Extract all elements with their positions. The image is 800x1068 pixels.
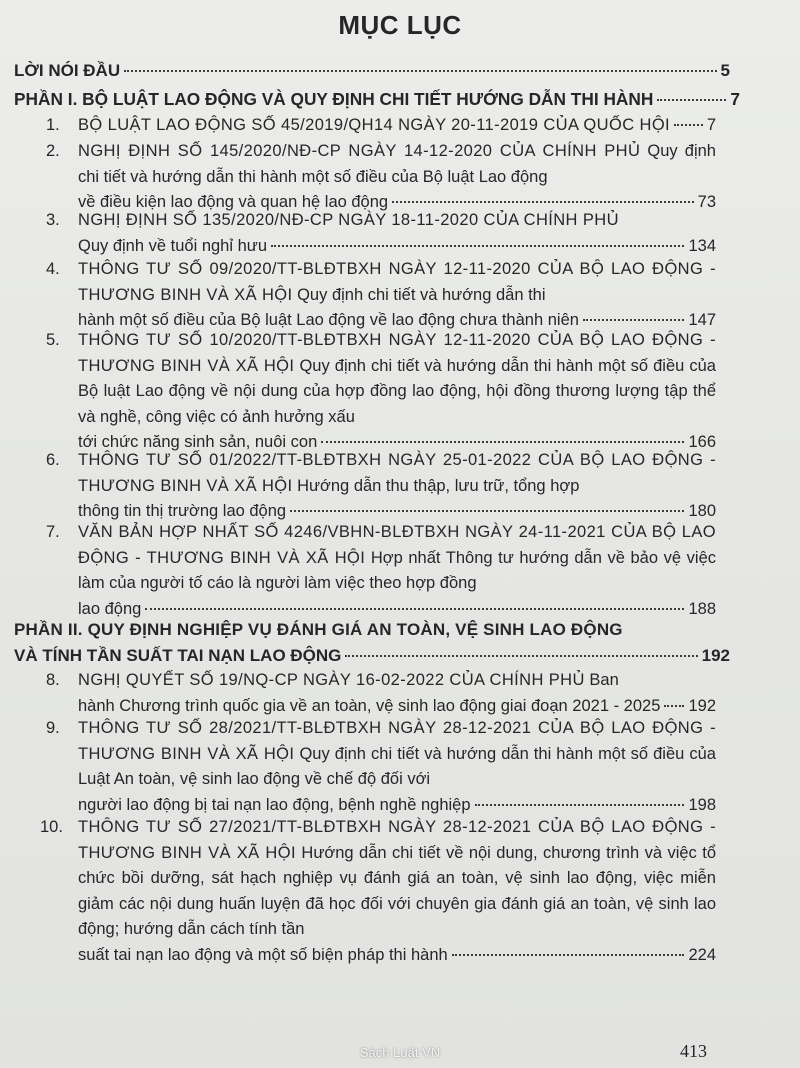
toc-item-number: 5. xyxy=(46,331,60,349)
toc-item-description: Ban xyxy=(589,671,619,689)
toc-entry-part-2[interactable] xyxy=(14,617,730,668)
toc-line xyxy=(14,643,730,669)
toc-item-description-end: về điều kiện lao động và quan hệ lao động xyxy=(78,193,389,211)
toc-item-number: 4. xyxy=(46,260,60,278)
toc-item-number: 2. xyxy=(46,142,60,160)
toc-page-number: 5 xyxy=(720,61,730,80)
dot-leader xyxy=(664,705,684,707)
toc-part-heading-end: VÀ TÍNH TẦN SUẤT TAI NẠN LAO ĐỘNG xyxy=(14,645,342,665)
toc-item[interactable] xyxy=(48,257,716,334)
toc-item-heading: THÔNG TƯ SỐ 10/2020/TT-BLĐTBXH NGÀY 12-11-2020 CỦA BỘ LAO ĐỘNG - THƯƠNG BINH VÀ XÃ HỘI xyxy=(78,331,716,375)
page-number: 413 xyxy=(680,1041,707,1061)
toc-item-heading: THÔNG TƯ SỐ 28/2021/TT-BLĐTBXH NGÀY 28-12-2021 CỦA BỘ LAO ĐỘNG - THƯƠNG BINH VÀ XÃ HỘI xyxy=(78,719,716,763)
toc-entry-part-1[interactable] xyxy=(14,87,740,113)
toc-item-description: Quy định chi tiết và hướng dẫn thi hành một số điều của Bộ luật Lao động về nội dung của hợp đồng lao động, hội đồng thương lượng tập thể và nghề, công việc có ảnh hưởng xấu xyxy=(78,356,716,426)
toc-item-description-end: người lao động bị tai nạn lao động, bệnh nghề nghiệp xyxy=(78,795,471,814)
toc-item-description-end: suất tai nạn lao động và một số biện pháp thi hành xyxy=(78,945,448,964)
toc-item-heading: THÔNG TƯ SỐ 27/2021/TT-BLĐTBXH NGÀY 28-12-2021 CỦA BỘ LAO ĐỘNG - THƯƠNG BINH VÀ XÃ HỘI xyxy=(78,818,716,862)
dot-leader xyxy=(271,245,684,247)
toc-page-number: 7 xyxy=(706,116,716,134)
toc-item-number: 3. xyxy=(46,211,60,229)
toc-item-description-end: hành một số điều của Bộ luật Lao động về lao động chưa thành niên xyxy=(78,311,579,329)
toc-page-number: 166 xyxy=(688,433,716,451)
toc-page-number: 147 xyxy=(688,311,716,329)
toc-item[interactable] xyxy=(48,208,716,259)
toc-page-number: 224 xyxy=(688,945,716,964)
toc-page-number: 192 xyxy=(688,696,716,715)
toc-item-number: 1. xyxy=(46,116,60,134)
toc-entry-label: LỜI NÓI ĐẦU xyxy=(14,61,121,80)
toc-line xyxy=(78,113,716,139)
toc-item[interactable] xyxy=(48,328,716,456)
toc-item-description: Hợp nhất Thông tư hướng dẫn về bảo vệ việc làm của người tố cáo là người làm việc theo hợp đồng xyxy=(78,548,716,592)
dot-leader xyxy=(674,124,703,126)
dot-leader xyxy=(392,201,694,203)
toc-item-number: 9. xyxy=(46,719,60,737)
toc-page-number: 192 xyxy=(701,645,730,665)
toc-item-number: 8. xyxy=(46,671,60,689)
toc-item-description-end: thông tin thị trường lao động xyxy=(78,502,287,520)
toc-item-description-end: hành Chương trình quốc gia về an toàn, vệ sinh lao động giai đoạn 2021 - 2025 xyxy=(78,696,661,715)
dot-leader xyxy=(452,954,685,956)
toc-item[interactable] xyxy=(48,139,716,216)
toc-page-number: 198 xyxy=(688,795,716,814)
toc-entry-label: PHẦN I. BỘ LUẬT LAO ĐỘNG VÀ QUY ĐỊNH CHI TIẾT HƯỚNG DẪN THI HÀNH xyxy=(14,89,654,109)
toc-item-description: Quy định chi tiết và hướng dẫn thi hành một số điều của Luật An toàn, vệ sinh lao động về chế độ đối với xyxy=(78,744,716,788)
dot-leader xyxy=(321,441,684,443)
toc-item-description: Quy định chi tiết và hướng dẫn thi hành một số điều của Bộ luật Lao động xyxy=(78,142,716,186)
toc-page-number: 7 xyxy=(730,89,740,109)
watermark: Sách Luật VN xyxy=(359,1045,441,1060)
toc-item[interactable] xyxy=(48,668,716,719)
toc-item-heading: NGHỊ ĐỊNH SỐ 135/2020/NĐ-CP NGÀY 18-11-2020 CỦA CHÍNH PHỦ xyxy=(78,211,619,229)
toc-item-description: Hướng dẫn chi tiết về nội dung, chương trình và việc tổ chức bồi dưỡng, sát hạch nghiệp vụ đánh giá an toàn, vệ sinh lao động, việc miễn giảm các nội dung huấn luyện đã học đối với chuyên gia đánh giá an toàn, vệ sinh lao động; hướng dẫn cách tính tần xyxy=(78,843,717,938)
toc-item[interactable] xyxy=(48,113,716,139)
toc-item[interactable] xyxy=(48,448,716,525)
toc-item[interactable] xyxy=(48,520,716,622)
dot-leader xyxy=(345,655,697,657)
toc-item[interactable] xyxy=(40,815,717,968)
page-title: MỤC LỤC xyxy=(338,10,462,40)
toc-item[interactable] xyxy=(48,716,716,818)
toc-item-description-end: Quy định về tuổi nghỉ hưu xyxy=(78,236,268,255)
toc-item-heading: THÔNG TƯ SỐ 09/2020/TT-BLĐTBXH NGÀY 12-11-2020 CỦA BỘ LAO ĐỘNG - THƯƠNG BINH VÀ XÃ HỘI xyxy=(78,260,716,304)
toc-line xyxy=(78,943,716,969)
toc-line xyxy=(14,87,740,113)
toc-item-number: 6. xyxy=(46,451,60,469)
toc-item-description-end: tới chức năng sinh sản, nuôi con xyxy=(78,433,318,451)
dot-leader xyxy=(657,99,726,101)
toc-page-number: 180 xyxy=(688,502,716,520)
dot-leader xyxy=(145,608,684,610)
toc-part-heading: PHẦN II. QUY ĐỊNH NGHIỆP VỤ ĐÁNH GIÁ AN TOÀN, VỆ SINH LAO ĐỘNG xyxy=(14,620,623,639)
dot-leader xyxy=(475,804,685,806)
toc-item-description: Hướng dẫn thu thập, lưu trữ, tổng hợp xyxy=(297,476,580,495)
toc-item-heading: THÔNG TƯ SỐ 01/2022/TT-BLĐTBXH NGÀY 25-01-2022 CỦA BỘ LAO ĐỘNG - THƯƠNG BINH VÀ XÃ HỘI xyxy=(78,451,716,495)
toc-item-description: Quy định chi tiết và hướng dẫn thi xyxy=(297,285,546,304)
toc-item-heading: NGHỊ QUYẾT SỐ 19/NQ-CP NGÀY 16-02-2022 CỦA CHÍNH PHỦ xyxy=(78,671,585,689)
dot-leader xyxy=(124,70,716,72)
toc-page-number: 188 xyxy=(688,599,716,618)
toc-item-heading: NGHỊ ĐỊNH SỐ 145/2020/NĐ-CP NGÀY 14-12-2020 CỦA CHÍNH PHỦ xyxy=(78,142,641,160)
toc-item-heading: BỘ LUẬT LAO ĐỘNG SỐ 45/2019/QH14 NGÀY 20-11-2019 CỦA QUỐC HỘI xyxy=(78,116,671,134)
toc-entry-preface[interactable] xyxy=(14,58,730,84)
toc-page-number: 134 xyxy=(688,236,716,255)
toc-item-description-end: lao động xyxy=(78,599,142,618)
toc-line xyxy=(14,58,730,84)
toc-item-number: 10. xyxy=(40,818,63,836)
dot-leader xyxy=(290,510,684,512)
toc-item-heading: VĂN BẢN HỢP NHẤT SỐ 4246/VBHN-BLĐTBXH NGÀY 24-11-2021 CỦA BỘ LAO ĐỘNG - THƯƠNG BINH VÀ XÃ HỘI xyxy=(78,523,716,567)
toc-item-number: 7. xyxy=(46,523,60,541)
toc-line xyxy=(78,234,716,260)
toc-page-number: 73 xyxy=(697,193,716,211)
dot-leader xyxy=(583,319,685,321)
